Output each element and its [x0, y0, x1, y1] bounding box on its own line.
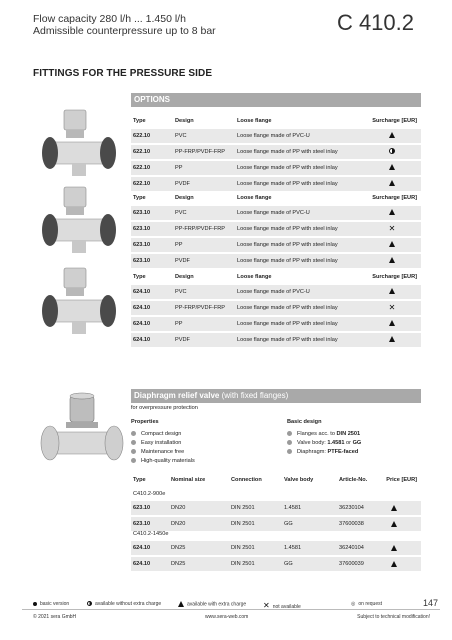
- table-row: 623.10 PVC Loose flange made of PVC-U: [131, 206, 421, 221]
- header-line-1: Flow capacity 280 l/h ... 1.450 l/h: [33, 13, 186, 25]
- surcharge-triangle-icon: [389, 209, 395, 215]
- table-row: 623.10 PVDF Loose flange made of PP with steel inlay: [131, 254, 421, 269]
- cross-icon: ✕: [388, 302, 396, 312]
- table-row: 624.10 PP Loose flange made of PP with steel inlay: [131, 317, 421, 332]
- surcharge-triangle-icon: [389, 164, 395, 170]
- table-row: 622.10 PP-FRP/PVDF-FRP Loose flange made of PP with steel inlay: [131, 145, 421, 160]
- copyright: © 2021 sera GmbH: [33, 614, 77, 620]
- options-table-1: [131, 114, 421, 193]
- property-item: Maintenance free: [131, 449, 184, 455]
- header-line-2: Admissible counterpressure up to 8 bar: [33, 25, 216, 37]
- page-number: 147: [422, 598, 438, 608]
- surcharge-triangle-icon: [389, 180, 395, 186]
- options-bar: OPTIONS: [131, 93, 421, 107]
- diaphragm-title-suffix: (with fixed flanges): [219, 391, 289, 400]
- options-table-3: [131, 270, 421, 349]
- table-row: 623.10 DN20 DIN 2501 1.4581 36230104: [131, 501, 421, 515]
- basic-item: Diaphragm: PTFE-faced: [287, 449, 358, 455]
- subgroup-label: C410.2-1450e: [133, 531, 169, 537]
- table-header: Type Design Loose flange Surcharge [EUR]: [133, 274, 417, 280]
- diaphragm-table-header: Type Nominal size Connection Valve body Article-No. Price [EUR]: [133, 477, 417, 483]
- property-item: Compact design: [131, 431, 181, 437]
- surcharge-triangle-icon: [389, 288, 395, 294]
- price-triangle-icon: [391, 521, 397, 527]
- basic-item: Flanges acc. to DIN 2501: [287, 431, 360, 437]
- table-header: Type Design Loose flange Surcharge [EUR]: [133, 118, 417, 124]
- diaphragm-subtitle: for overpressure protection: [131, 405, 198, 411]
- table-header: Type Design Loose flange Surcharge [EUR]: [133, 195, 417, 201]
- table-row: 623.10 DN20 DIN 2501 GG 37600038: [131, 517, 421, 531]
- table-row: 624.10 PP-FRP/PVDF-FRP Loose flange made of PP with steel inlay ✕: [131, 301, 421, 316]
- footer-divider: [22, 609, 440, 610]
- diaphragm-valve-image: [38, 392, 128, 474]
- property-item: Easy installation: [131, 440, 181, 446]
- surcharge-triangle-icon: [389, 336, 395, 342]
- disclaimer: Subject to technical modification!: [357, 614, 430, 620]
- half-circle-icon: [389, 148, 395, 154]
- cross-icon: ✕: [388, 223, 396, 233]
- table-row: 622.10 PVDF Loose flange made of PP with steel inlay: [131, 177, 421, 192]
- table-row: 624.10 DN25 DIN 2501 GG 37600039: [131, 557, 421, 571]
- subgroup-label: C410.2-900e: [133, 491, 166, 497]
- surcharge-triangle-icon: [389, 241, 395, 247]
- header-description: [33, 13, 216, 37]
- options-table-2: [131, 191, 421, 270]
- surcharge-triangle-icon: [389, 132, 395, 138]
- valve-image-1: [36, 108, 128, 180]
- table-row: 624.10 DN25 DIN 2501 1.4581 36240104: [131, 541, 421, 555]
- properties-label: Properties: [131, 419, 159, 425]
- diaphragm-title-bar: [131, 389, 421, 403]
- valve-image-3: [36, 266, 128, 338]
- valve-image-2: [36, 185, 128, 257]
- price-triangle-icon: [391, 505, 397, 511]
- catalog-code: C 410.2: [336, 10, 414, 35]
- table-row: 623.10 PP-FRP/PVDF-FRP Loose flange made of PP with steel inlay ✕: [131, 222, 421, 237]
- diaphragm-title: Diaphragm relief valve: [134, 391, 220, 400]
- table-row: 624.10 PVDF Loose flange made of PP with steel inlay: [131, 333, 421, 348]
- property-item: High-quality materials: [131, 458, 195, 464]
- section-title: FITTINGS FOR THE PRESSURE SIDE: [33, 68, 213, 79]
- price-triangle-icon: [391, 561, 397, 567]
- basic-design-label: Basic design: [287, 419, 322, 425]
- table-row: 622.10 PVC Loose flange made of PVC-U: [131, 129, 421, 144]
- table-row: 622.10 PP Loose flange made of PP with steel inlay: [131, 161, 421, 176]
- surcharge-triangle-icon: [389, 320, 395, 326]
- table-row: 623.10 PP Loose flange made of PP with steel inlay: [131, 238, 421, 253]
- table-row: 624.10 PVC Loose flange made of PVC-U: [131, 285, 421, 300]
- website-link[interactable]: www.sera-web.com: [205, 614, 249, 620]
- price-triangle-icon: [391, 545, 397, 551]
- surcharge-triangle-icon: [389, 257, 395, 263]
- basic-item: Valve body: 1.4581 or GG: [287, 440, 361, 446]
